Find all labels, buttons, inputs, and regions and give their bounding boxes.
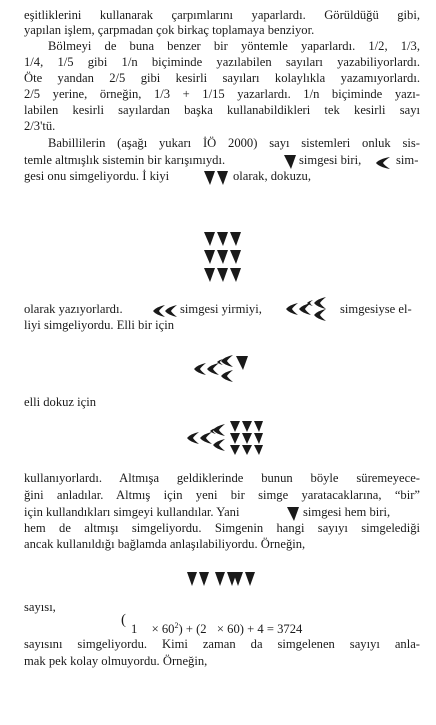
- equation-one: 1: [131, 622, 138, 637]
- text-line-10a: temle altmışlık sistemin bir karışımıydı.: [24, 153, 226, 167]
- equation-four: 4: [257, 622, 264, 637]
- equation-two: 2: [200, 622, 207, 637]
- text-line-11b: olarak, dokuzu,: [233, 169, 311, 183]
- text-line-10c: sim-: [396, 153, 419, 167]
- equation-times-1: ×: [151, 622, 159, 637]
- text-line-5: Öte yandan 2/5 gibi kesirli sayıları kolaylıkla yazamıyorlardı.: [24, 71, 420, 85]
- text-line-20: sayısı,: [24, 600, 56, 614]
- text-line-21: sayısını simgeliyordu. Kimi zaman da simgelenen sayıyı anla-: [24, 637, 420, 651]
- cuneiform-twenty-icon: [152, 304, 178, 318]
- cuneiform-one-sixty-icon: [286, 506, 300, 522]
- cuneiform-two-icon: [203, 170, 229, 186]
- text-line-1: eşitliklerini kullanarak çarpımlarını yaparlardı. Görüldüğü gibi,: [24, 8, 420, 22]
- text-line-12b: simgesi yirmiyi,: [180, 302, 262, 316]
- text-line-14: elli dokuz için: [24, 395, 97, 409]
- equation-close-paren: ): [178, 622, 183, 637]
- cuneiform-one-icon: [283, 154, 297, 170]
- cuneiform-ten-icon: [375, 156, 391, 170]
- cuneiform-3724-icon: [186, 571, 256, 587]
- equation: [131, 621, 302, 637]
- text-line-15: kullanıyorlardı. Altmışa geldiklerinde bunun böyle süremeyece-: [24, 471, 420, 485]
- text-line-6: 2/5 yerine, örneğin, 1/3 + 1/15 yazarlardı. 1/n biçiminde yazı-: [24, 87, 420, 101]
- equation-sixty-2: 60: [227, 622, 240, 637]
- equation-equals: =: [266, 622, 274, 637]
- equation-rparen: ): [239, 622, 244, 637]
- equation-exponent: 2: [174, 621, 179, 630]
- cuneiform-fifty-one-icon: [193, 354, 249, 384]
- text-line-4: 1/4, 1/5 gibi 1/n biçiminde yazılabilen sayıları yazabiliyorlardı.: [24, 55, 420, 69]
- equation-sixty: 60: [161, 622, 175, 637]
- cuneiform-nine-icon: [203, 231, 243, 285]
- cuneiform-fifty-icon: [285, 296, 327, 322]
- equation-open-paren: (: [121, 612, 126, 628]
- cuneiform-fifty-nine-icon: [186, 420, 264, 456]
- text-line-3: Bölmeyi de buna benzer bir yöntemle yaparlardı. 1/2, 1/3,: [48, 39, 420, 53]
- text-line-10b: simgesi biri,: [299, 153, 362, 167]
- text-line-7: labilen kesirli sayılardan başka kullanabildikleri tek kesirli sayı: [24, 103, 420, 117]
- equation-times-2: ×: [216, 622, 225, 637]
- equation-result: 3724: [277, 622, 303, 637]
- text-line-12a: olarak yazıyorlardı.: [24, 302, 123, 316]
- text-line-18: hem de altmışı simgeliyordu. Simgenin hangi sayıyı simgelediği: [24, 521, 420, 535]
- equation-plus-2: +: [247, 622, 255, 637]
- equation-lparen: (: [196, 622, 201, 637]
- text-line-19: ancak kullanıldığı bağlamda anlaşılabiliyordu. Örneğin,: [24, 537, 306, 551]
- text-line-12c: simgesiyse el-: [340, 302, 412, 316]
- text-line-22: mak pek kolay olmuyordu. Örneğin,: [24, 654, 208, 668]
- text-line-2: yapılan işlem, çarpmadan çok birkaç toplamaya benziyor.: [24, 23, 315, 37]
- text-line-11a: gesi onu simgeliyordu. İ kiyi: [24, 169, 170, 183]
- text-line-8: 2/3'tü.: [24, 119, 56, 133]
- text-line-13: liyi simgeliyordu. Elli bir için: [24, 318, 175, 332]
- equation-plus-1: +: [185, 622, 193, 637]
- text-line-17a: için kullandıkları simgeyi kullandılar. Yani: [24, 505, 240, 519]
- text-line-9: Babillilerin (aşağı yukarı İÖ 2000) sayı sistemleri onluk sis-: [48, 136, 420, 150]
- text-line-17b: simgesi hem biri,: [303, 505, 391, 519]
- text-line-16: ğini anladılar. Altmış için yeni bir simge yaratacaklarına, “bir”: [24, 488, 420, 502]
